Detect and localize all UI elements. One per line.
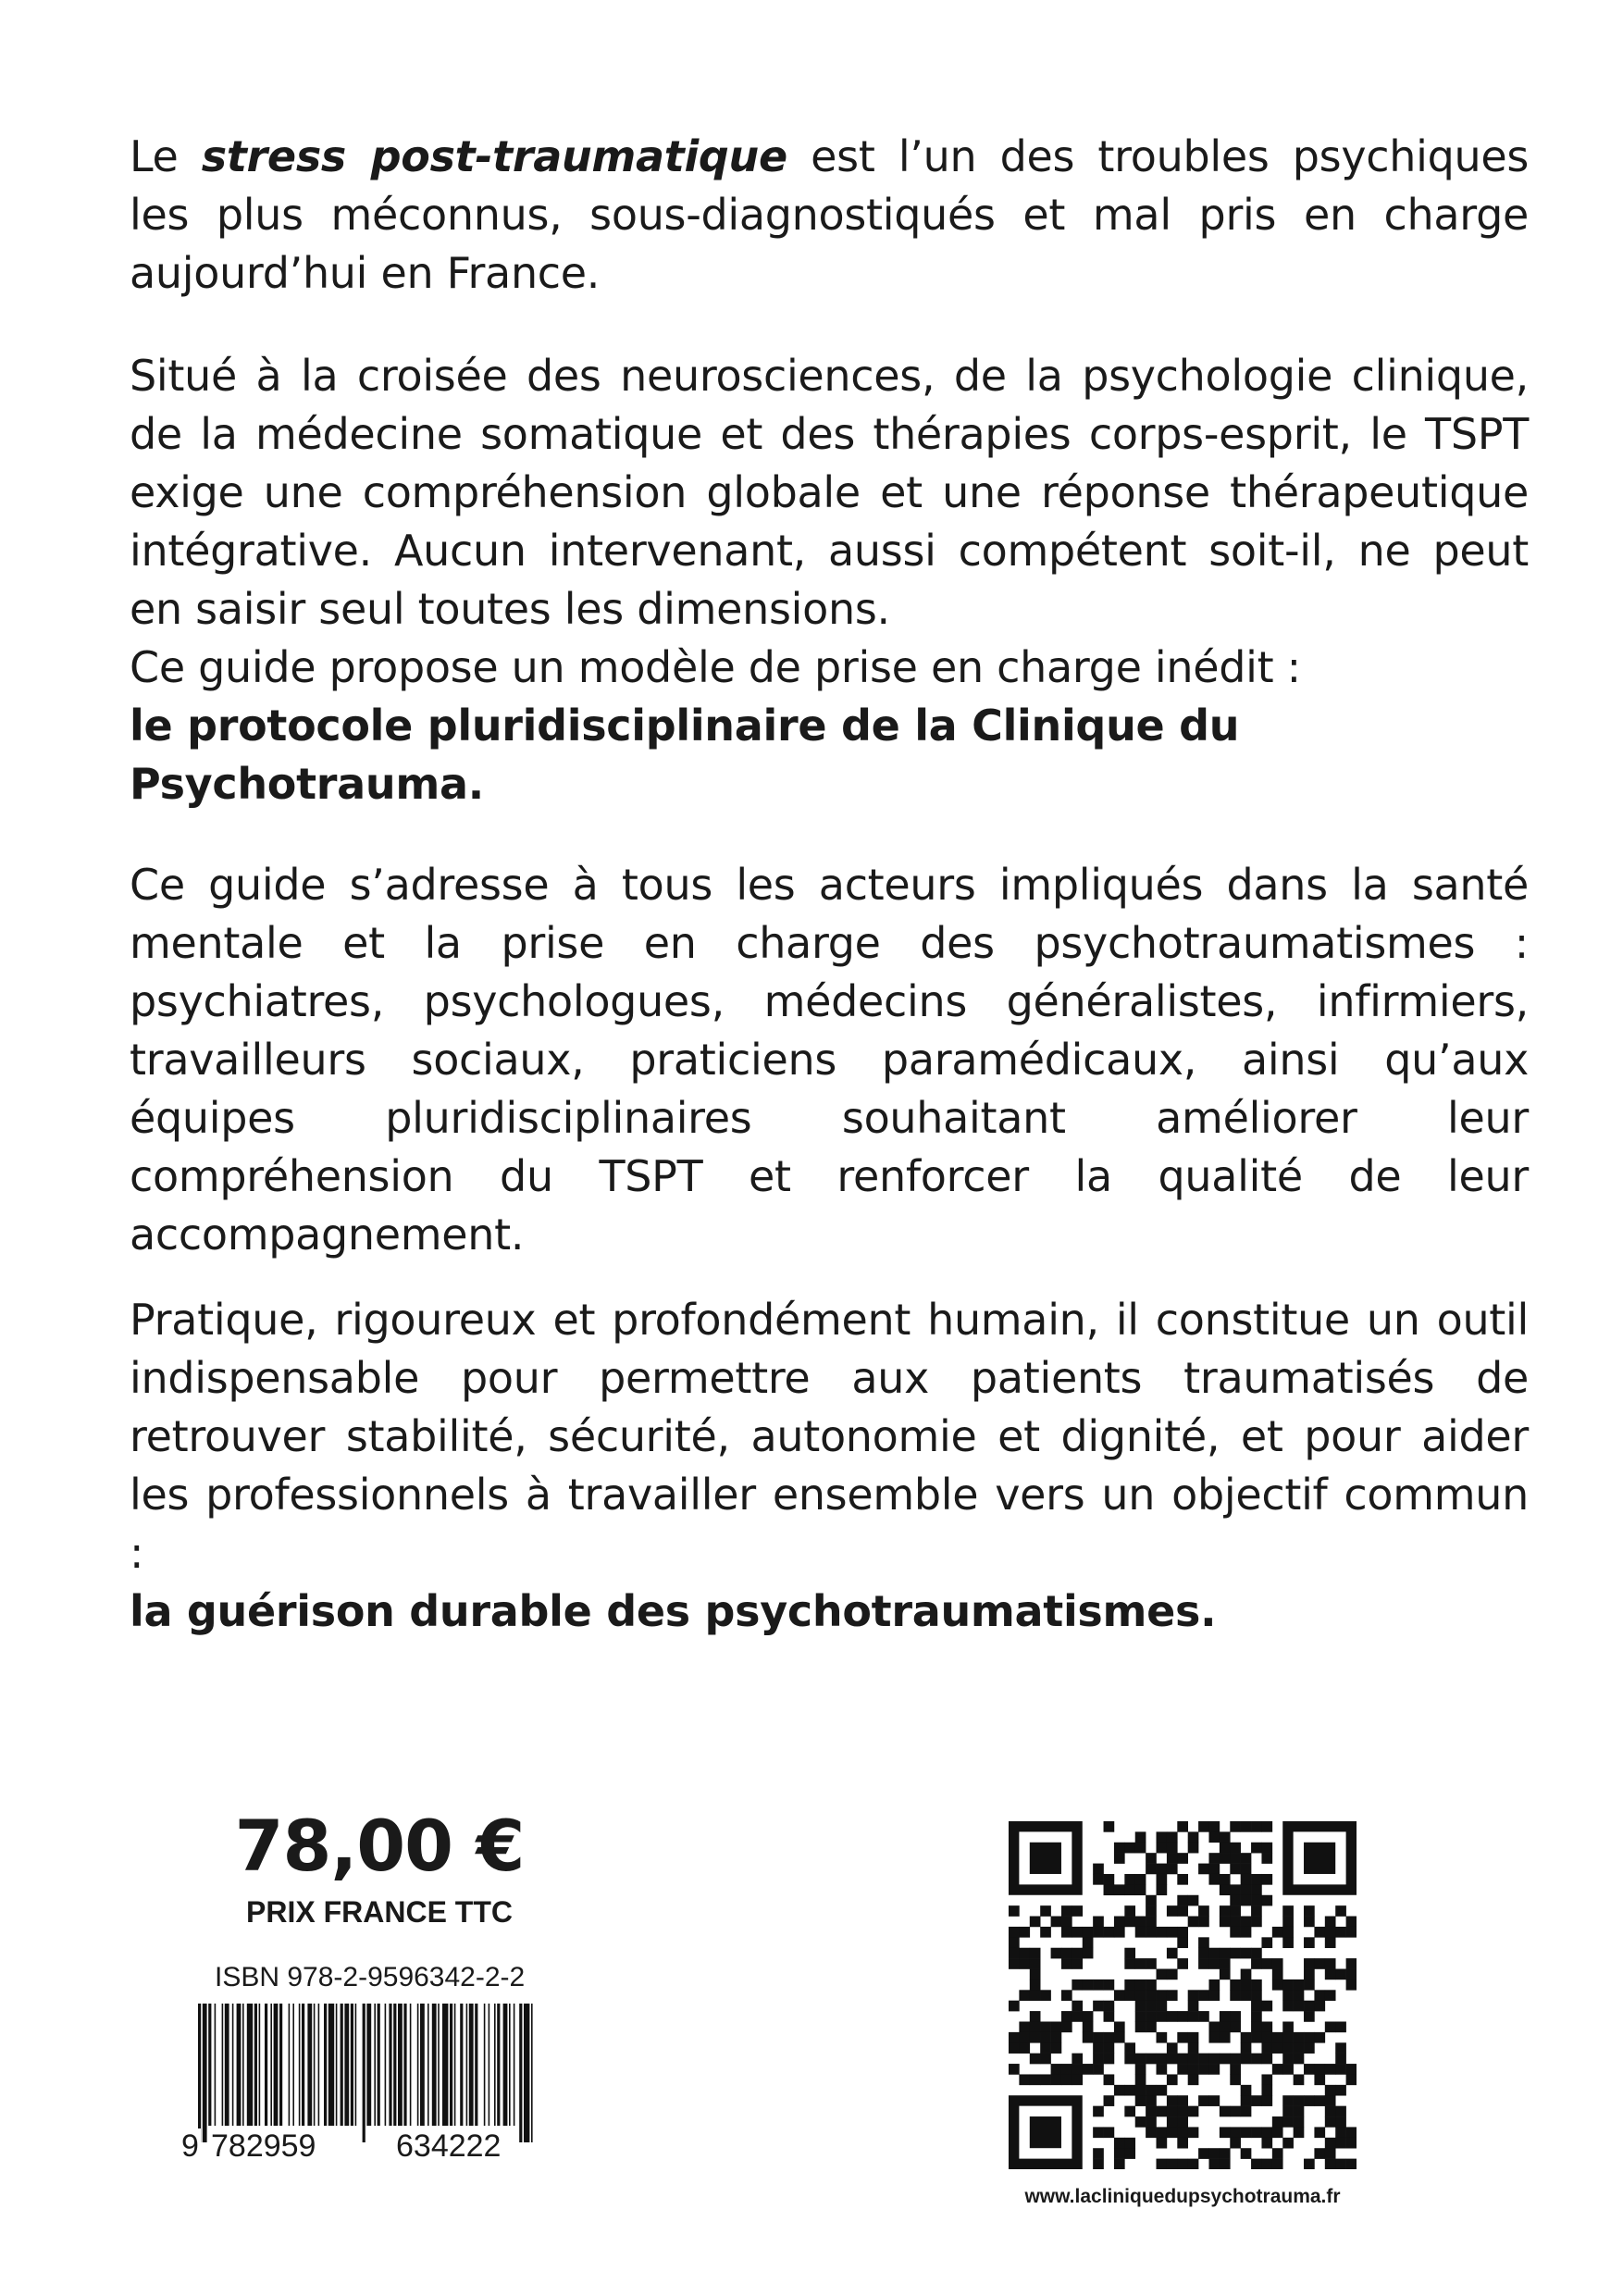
barcode-digit-group-right: 634222 [396, 2128, 502, 2164]
paragraph-intro [130, 128, 1529, 303]
protocol-statement: le protocole pluridisciplinaire de la Clinique du Psychotrauma. [130, 701, 1240, 809]
goal-statement: la guérison durable des psychotraumatismes. [130, 1586, 1217, 1636]
price-label: PRIX FRANCE TTC [246, 1895, 513, 1929]
price: 78,00 € [234, 1805, 525, 1887]
paragraph-context: Situé à la croisée des neurosciences, de la psychologie clinique, de la médecine somatique et des thérapies corps-esprit, le TSPT exige une compréhension globale et une réponse thérapeutique intégrative. Aucun intervenant, aussi compétent soit-il, ne peut en saisir seul toutes les dimensions. [130, 351, 1529, 634]
paragraph-guide: Ce guide propose un modèle de prise en charge inédit : le protocole pluridisciplinaire de la Clinique du Psychotrauma. [130, 639, 1529, 813]
intro-post: est l’un des troubles psychiques les plus méconnus, sous-diagnostiqués et mal pris en charge aujourd’hui en France. [130, 131, 1529, 298]
paragraph-conclusion: Pratique, rigoureux et profondément humain, il constitue un outil indispensable pour permettre aux patients traumatisés de retrouver stabilité, sécurité, autonomie et dignité, et pour aider les professionnels à travailler ensemble vers un objectif commun : la guérison durable des psychotraumatismes. [130, 1291, 1529, 1641]
isbn-text: ISBN 978-2-9596342-2-2 [215, 1962, 526, 1992]
website-url: www.lacliniquedupsychotrauma.fr [1024, 2186, 1341, 2207]
intro-pre: Le [130, 131, 202, 181]
barcode-digit-group-left: 782959 [211, 2128, 316, 2164]
price-block [185, 1805, 574, 1930]
qr-code [1009, 1821, 1357, 2169]
intro-emphasis: stress post-traumatique [201, 131, 787, 181]
paragraph-audience: Ce guide s’adresse à tous les acteurs impliqués dans la santé mentale et la prise en charge des psychotraumatismes : psychiatres, psychologues, médecins généralistes, infirmiers, travailleurs sociaux, praticiens paramédicaux, ainsi qu’aux équipes pluridisciplinaires souhaitant améliorer leur compréhension du TSPT et renforcer la qualité de leur accompagnement. [130, 860, 1529, 1260]
isbn-barcode [181, 2004, 544, 2142]
barcode-digit-prefix: 9 [181, 2128, 199, 2164]
